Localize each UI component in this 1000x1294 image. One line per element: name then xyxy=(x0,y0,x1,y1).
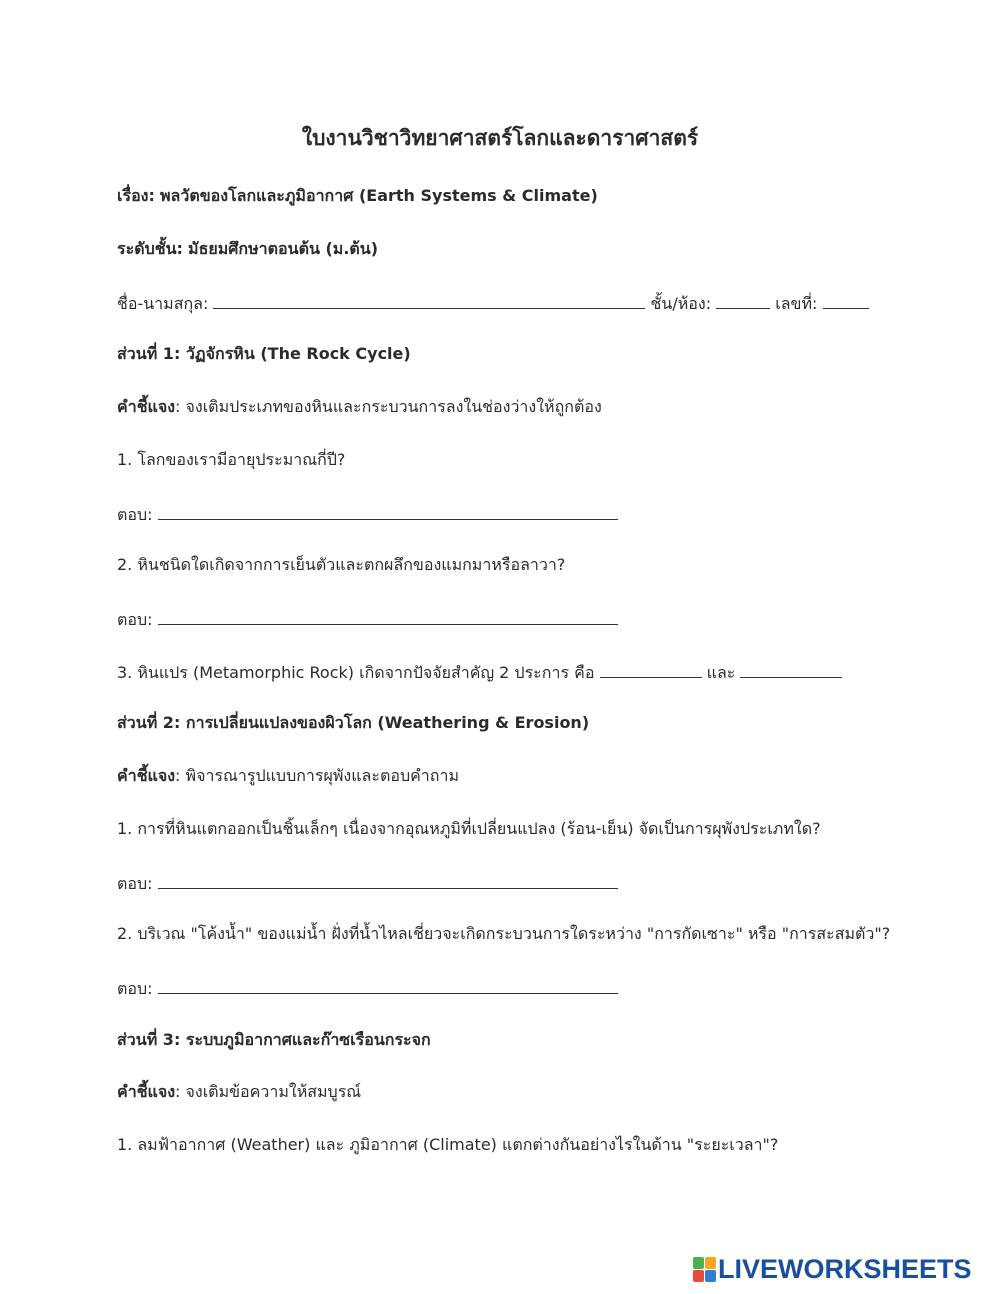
subject-value: พลวัตของโลกและภูมิอากาศ (Earth Systems & Climate) xyxy=(159,186,598,205)
part1-answer-2 xyxy=(117,606,618,632)
part1-question-1: 1. โลกของเรามีอายุประมาณกี่ปี? xyxy=(117,450,346,469)
part2-heading: ส่วนที่ 2: การเปลี่ยนแปลงของผิวโลก (Weathering & Erosion) xyxy=(117,713,590,732)
subject-line xyxy=(117,184,598,208)
instruction-label: คำชี้แจง xyxy=(117,397,176,416)
level-value: มัธยมศึกษาตอนต้น (ม.ต้น) xyxy=(188,239,379,258)
part3-instruction xyxy=(117,1080,361,1104)
level-line xyxy=(117,237,378,261)
part1-answer-1 xyxy=(117,501,618,527)
answer-label: ตอบ: xyxy=(117,979,153,998)
answer-label: ตอบ: xyxy=(117,874,153,893)
part3-heading: ส่วนที่ 3: ระบบภูมิอากาศและก๊าซเรือนกระจก xyxy=(117,1030,431,1049)
number-blank[interactable] xyxy=(823,290,869,309)
logo-text: LIVEWORKSHEETS xyxy=(718,1254,972,1284)
part1-question-3 xyxy=(117,659,842,685)
answer-blank[interactable] xyxy=(158,501,618,520)
worksheet-title: ใบงานวิชาวิทยาศาสตร์โลกและดาราศาสตร์ xyxy=(301,126,699,150)
name-label: ชื่อ-นามสกุล: xyxy=(117,294,209,313)
level-label: ระดับชั้น: xyxy=(117,239,183,258)
room-blank[interactable] xyxy=(716,290,770,309)
answer-label: ตอบ: xyxy=(117,505,153,524)
room-label: ชั้น/ห้อง: xyxy=(650,294,712,313)
factor-2-blank[interactable] xyxy=(740,659,842,678)
answer-blank[interactable] xyxy=(158,975,618,994)
part1-question-2: 2. หินชนิดใดเกิดจากการเย็นตัวและตกผลึกของแมกมาหรือลาวา? xyxy=(117,555,566,574)
name-blank[interactable] xyxy=(213,290,645,309)
logo-tile-orange xyxy=(705,1257,716,1269)
liveworksheets-icon xyxy=(693,1257,715,1281)
student-info-line xyxy=(117,290,869,316)
logo-tile-red xyxy=(693,1270,704,1282)
part3-question-1: 1. ลมฟ้าอากาศ (Weather) และ ภูมิอากาศ (Climate) แตกต่างกันอย่างไรในด้าน "ระยะเวลา"? xyxy=(117,1135,779,1154)
part1-question-3-text: 3. หินแปร (Metamorphic Rock) เกิดจากปัจจัยสำคัญ 2 ประการ คือ xyxy=(117,663,595,682)
part2-answer-1 xyxy=(117,870,618,896)
part1-heading: ส่วนที่ 1: วัฏจักรหิน (The Rock Cycle) xyxy=(117,344,411,363)
part2-question-1: 1. การที่หินแตกออกเป็นชิ้นเล็กๆ เนื่องจากอุณหภูมิที่เปลี่ยนแปลง (ร้อน-เย็น) จัดเป็นการผุพังประเภทใด? xyxy=(117,819,821,838)
answer-blank[interactable] xyxy=(158,870,618,889)
answer-blank[interactable] xyxy=(158,606,618,625)
part2-instruction-text: : พิจารณารูปแบบการผุพังและตอบคำถาม xyxy=(175,766,459,785)
part2-question-2: 2. บริเวณ "โค้งน้ำ" ของแม่น้ำ ฝั่งที่น้ำไหลเชี่ยวจะเกิดกระบวนการใดระหว่าง "การกัดเซาะ" หรือ "การสะสมตัว"? xyxy=(117,924,891,943)
liveworksheets-logo xyxy=(693,1254,972,1284)
part3-instruction-text: : จงเติมข้อความให้สมบูรณ์ xyxy=(175,1082,362,1101)
logo-tile-blue xyxy=(705,1270,716,1282)
and-text: และ xyxy=(706,663,736,682)
number-label: เลขที่: xyxy=(775,294,818,313)
logo-tile-green xyxy=(693,1257,704,1269)
subject-label: เรื่อง: xyxy=(117,186,155,205)
answer-label: ตอบ: xyxy=(117,610,153,629)
factor-1-blank[interactable] xyxy=(600,659,702,678)
instruction-label: คำชี้แจง xyxy=(117,766,176,785)
instruction-label: คำชี้แจง xyxy=(117,1082,176,1101)
part1-instruction xyxy=(117,395,602,419)
part1-instruction-text: : จงเติมประเภทของหินและกระบวนการลงในช่องว่างให้ถูกต้อง xyxy=(175,397,602,416)
part2-answer-2 xyxy=(117,975,618,1001)
part2-instruction xyxy=(117,764,459,788)
